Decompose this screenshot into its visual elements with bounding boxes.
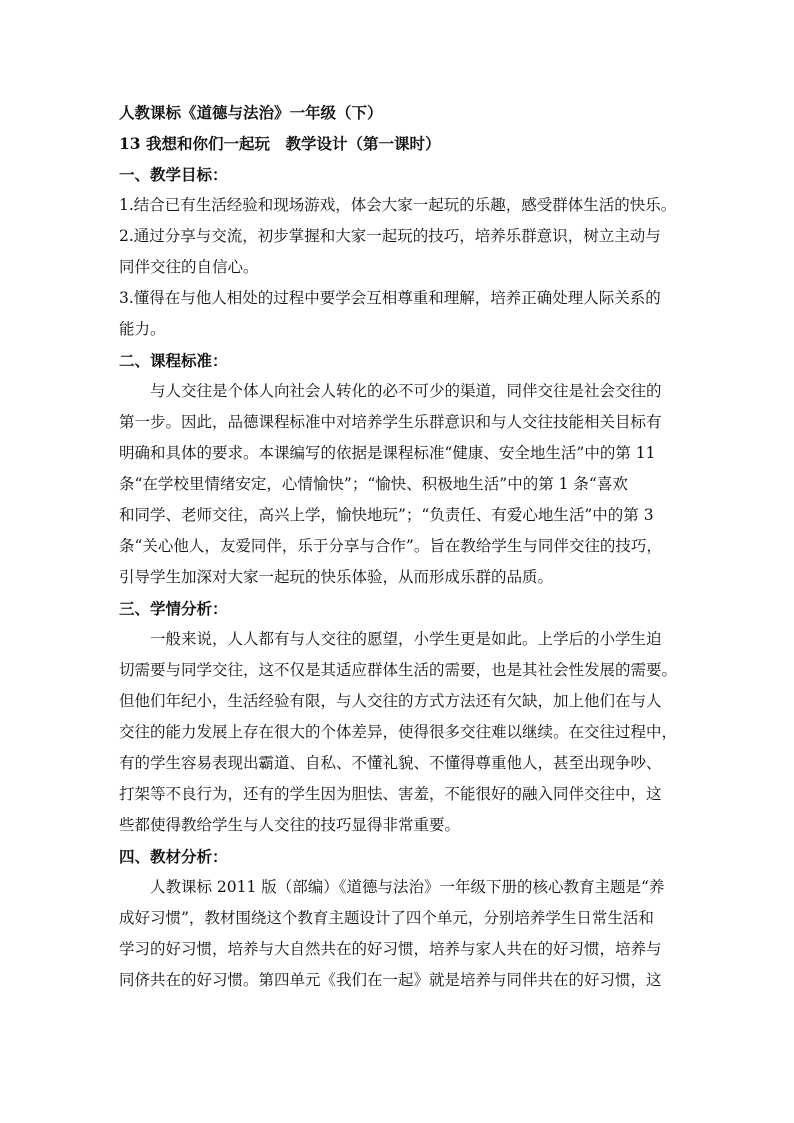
objective-2-line: 2.通过分享与交流，初步掌握和大家一起玩的技巧，培养乐群意识，树立主动与 — [119, 227, 661, 245]
paragraph-line: 人教课标 2011 版（部编）《道德与法治》一年级下册的核心教育主题是“养 — [150, 878, 665, 896]
lesson-title: 13 我想和你们一起玩 教学设计（第一课时） — [119, 134, 441, 153]
objective-2-line: 同伴交往的自信心。 — [119, 258, 259, 276]
section-heading-standards: 二、课程标准： — [119, 351, 228, 370]
materials-paragraph — [119, 872, 679, 996]
paragraph-line: 引导学生加深对大家一起玩的快乐体验，从而形成乐群的品质。 — [119, 568, 554, 586]
objective-1-line: 1.结合已有生活经验和现场游戏，体会大家一起玩的乐趣，感受群体生活的快乐。 — [119, 196, 677, 214]
learners-paragraph — [119, 624, 679, 841]
paragraph-line: 与人交往是个体人向社会人转化的必不可少的渠道，同伴交往是社会交往的 — [150, 382, 662, 400]
objective-3-line: 3.懂得在与他人相处的过程中要学会互相尊重和理解，培养正确处理人际关系的 — [119, 289, 661, 307]
paragraph-line: 学习的好习惯，培养与大自然共在的好习惯，培养与家人共在的好习惯，培养与 — [119, 940, 662, 958]
paragraph-line: 明确和具体的要求。本课编写的依据是课程标准“健康、安全地生活”中的第 11 — [119, 444, 656, 462]
paragraph-line: 第一步。因此，品德课程标准中对培养学生乐群意识和与人交往技能相关目标有 — [119, 413, 662, 431]
section-heading-learners: 三、学情分析： — [119, 599, 228, 618]
standards-paragraph — [119, 376, 679, 593]
paragraph-line: 但他们年纪小，生活经验有限，与人交往的方式方法还有欠缺，加上他们在与人 — [119, 692, 662, 710]
document-title: 人教课标《道德与法治》一年级（下） — [119, 103, 383, 122]
paragraph-line: 打架等不良行为，还有的学生因为胆怯、害羞，不能很好的融入同伴交往中，这 — [119, 785, 662, 803]
objectives-list — [119, 190, 679, 345]
paragraph-line: 有的学生容易表现出霸道、自私、不懂礼貌、不懂得尊重他人，甚至出现争吵、 — [119, 754, 662, 772]
paragraph-line: 同侪共在的好习惯。第四单元《我们在一起》就是培养与同伴共在的好习惯，这 — [119, 971, 662, 989]
paragraph-line: 些都使得教给学生与人交往的技巧显得非常重要。 — [119, 816, 461, 834]
paragraph-line: 切需要与同学交往，这不仅是其适应群体生活的需要，也是其社会性发展的需要。 — [119, 661, 678, 679]
objective-3-line: 能力。 — [119, 320, 166, 338]
paragraph-line: 条“关心他人，友爱同伴，乐于分享与合作”。旨在教给学生与同伴交往的技巧， — [119, 537, 662, 555]
document-page — [119, 97, 679, 996]
paragraph-line: 和同学、老师交往，高兴上学，愉快地玩”；“负责任、有爱心地生活”中的第 3 — [119, 506, 654, 524]
paragraph-line: 成好习惯”，教材围绕这个教育主题设计了四个单元，分别培养学生日常生活和 — [119, 909, 654, 927]
section-heading-objectives: 一、教学目标： — [119, 165, 228, 184]
paragraph-line: 一般来说，人人都有与人交往的愿望，小学生更是如此。上学后的小学生迫 — [150, 630, 662, 648]
paragraph-line: 条“在学校里情绪安定，心情愉快”；“愉快、积极地生活”中的第 1 条“喜欢 — [119, 475, 628, 493]
paragraph-line: 交往的能力发展上存在很大的个体差异，使得很多交往难以继续。在交往过程中， — [119, 723, 678, 741]
section-heading-materials: 四、教材分析： — [119, 847, 228, 866]
